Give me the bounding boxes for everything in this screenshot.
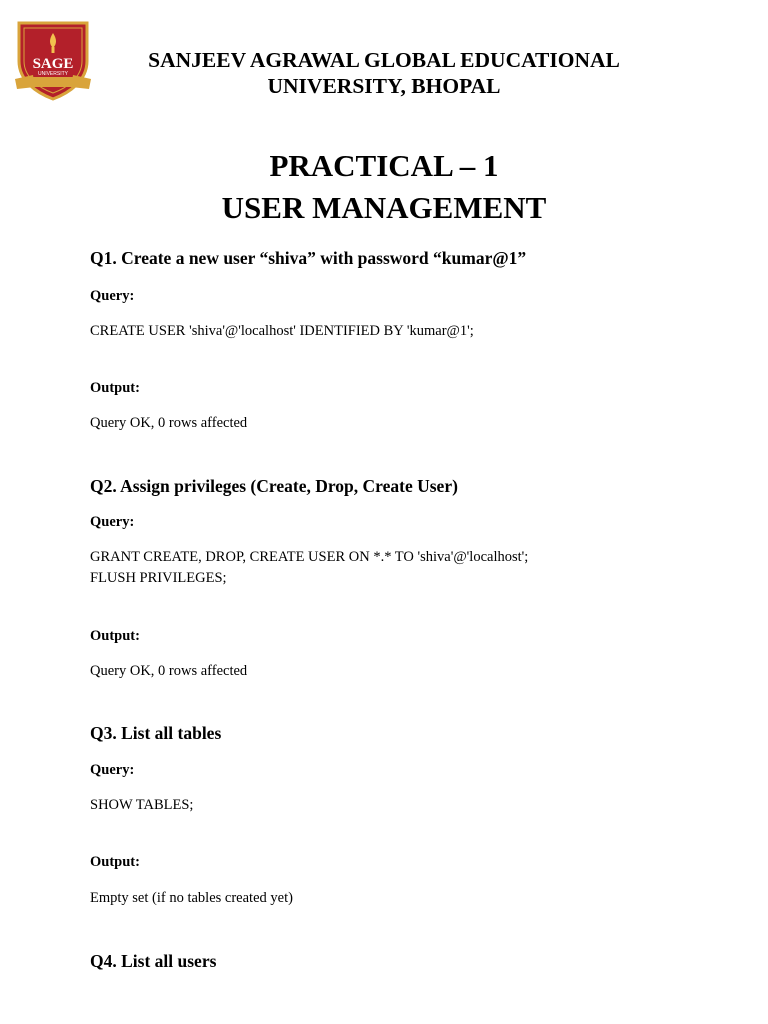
question-1-query-line-1: CREATE USER 'shiva'@'localhost' IDENTIFIED BY 'kumar@1'; (90, 323, 474, 339)
university-name-line-1: SANJEEV AGRAWAL GLOBAL EDUCATIONAL (148, 48, 620, 72)
svg-text:UNIVERSITY: UNIVERSITY (37, 71, 69, 77)
question-2-heading: Q2. Assign privileges (Create, Drop, Create User) (90, 476, 458, 496)
practical-topic: USER MANAGEMENT (221, 190, 547, 225)
question-2-query-line-2: FLUSH PRIVILEGES; (90, 570, 227, 586)
question-3-output: Empty set (if no tables created yet) (90, 890, 293, 906)
question-3-query-line-1: SHOW TABLES; (90, 797, 194, 813)
question-4-heading: Q4. List all users (90, 951, 217, 971)
question-3-output-label: Output: (90, 854, 140, 870)
question-2-output-label: Output: (90, 628, 140, 644)
svg-text:SAGE: SAGE (32, 56, 74, 72)
question-1-heading: Q1. Create a new user “shiva” with password “kumar@1” (90, 248, 527, 268)
question-1-query-label: Query: (90, 288, 135, 304)
question-1-output: Query OK, 0 rows affected (90, 415, 248, 431)
question-3-query-label: Query: (90, 762, 135, 778)
question-3-heading: Q3. List all tables (90, 723, 222, 743)
question-2-output: Query OK, 0 rows affected (90, 663, 248, 679)
practical-title (0, 145, 768, 229)
question-2-query-label: Query: (90, 514, 135, 530)
question-1-output-label: Output: (90, 380, 140, 396)
university-name-line-2: UNIVERSITY, BHOPAL (267, 74, 501, 98)
practical-number: PRACTICAL – 1 (269, 148, 499, 183)
university-name (0, 47, 768, 99)
question-2-query-line-1: GRANT CREATE, DROP, CREATE USER ON *.* TO 'shiva'@'localhost'; (90, 549, 529, 565)
